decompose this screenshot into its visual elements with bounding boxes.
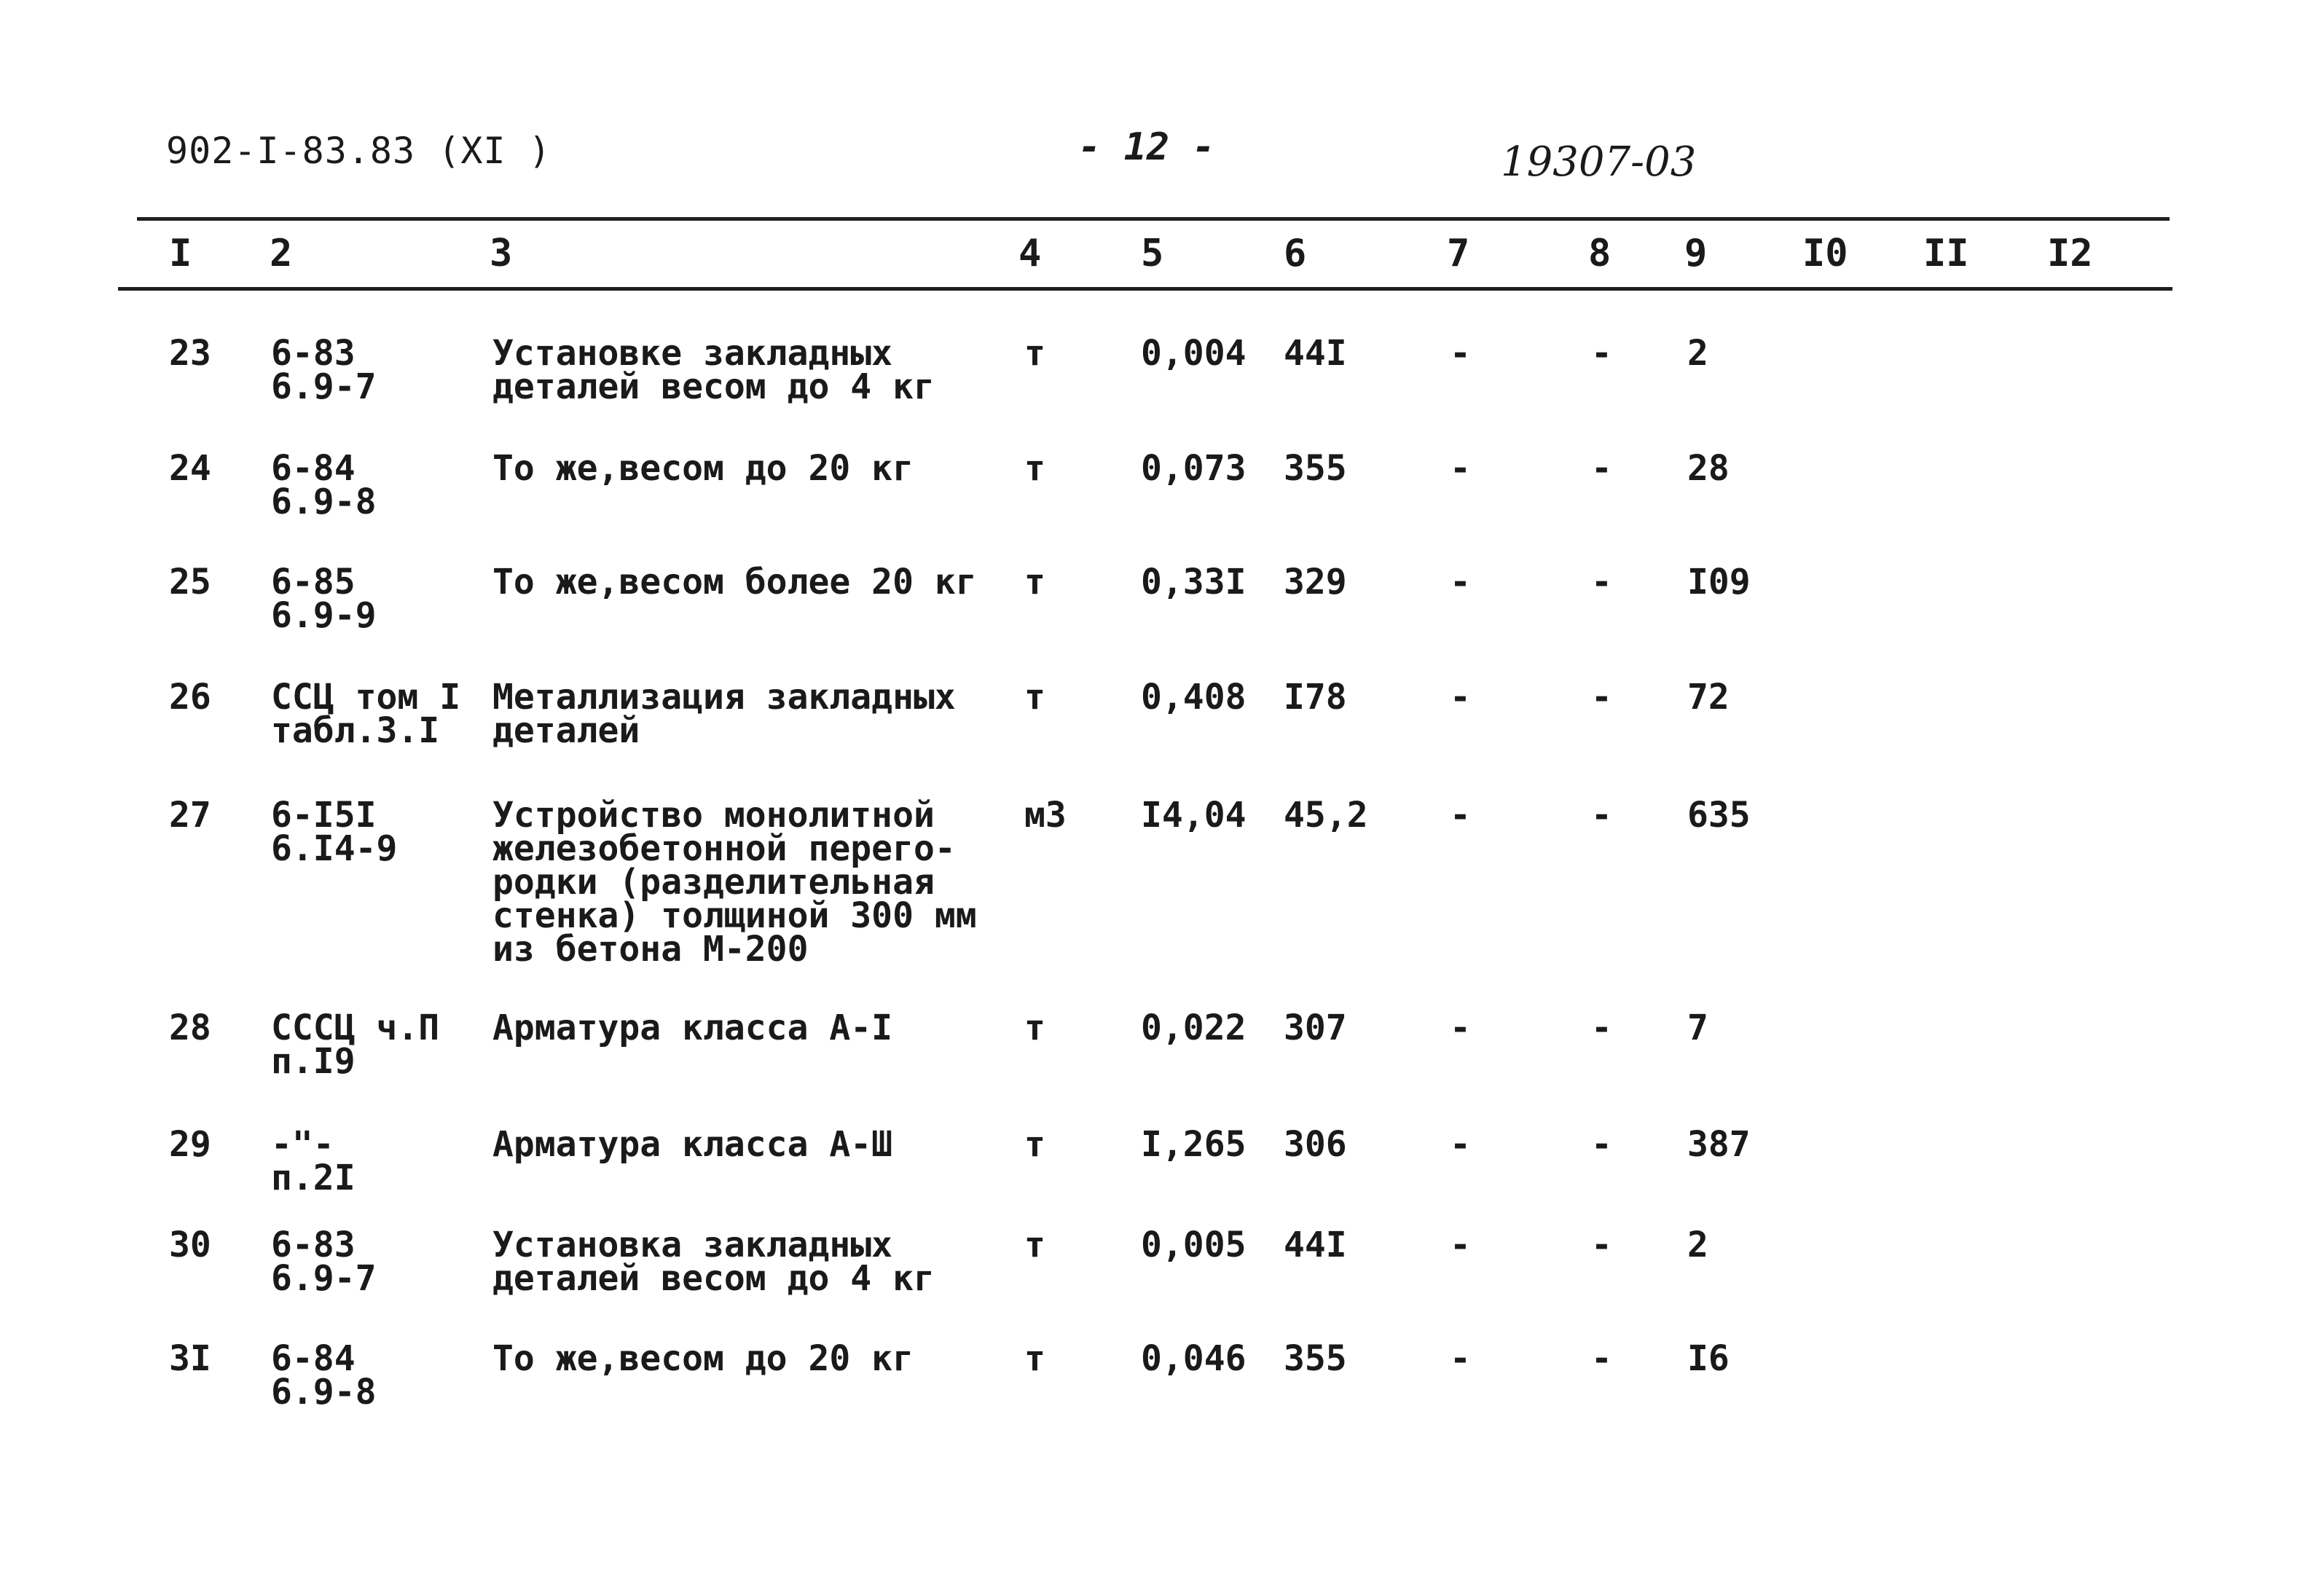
norm-reference-line: -"- — [271, 1124, 334, 1165]
column-8-value: - — [1591, 795, 1612, 836]
work-description-line: из бетона М-200 — [492, 929, 809, 970]
unit-price: 45,2 — [1284, 795, 1368, 836]
column-header-9: 9 — [1684, 232, 1708, 275]
norm-reference — [271, 677, 461, 751]
work-description — [492, 1124, 893, 1165]
norm-reference — [271, 562, 377, 636]
norm-reference — [271, 1225, 377, 1299]
row-number: 28 — [169, 1007, 211, 1048]
quantity: 0,022 — [1141, 1007, 1247, 1048]
norm-reference-line: 6.9-8 — [271, 1372, 377, 1413]
norm-reference-line: табл.3.I — [271, 710, 440, 751]
column-8-value: - — [1591, 562, 1612, 602]
unit-of-measure: т — [1024, 333, 1045, 374]
norm-reference — [271, 795, 398, 869]
norm-reference-line: ССЦ том I — [271, 677, 461, 718]
work-description-line: То же,весом более 20 кг — [492, 562, 977, 602]
work-description — [492, 448, 914, 489]
table-header-rule — [118, 287, 2172, 291]
table-top-rule — [137, 217, 2170, 221]
column-7-value: - — [1450, 333, 1471, 374]
column-header-4: 4 — [1018, 232, 1042, 275]
column-header-5: 5 — [1141, 232, 1164, 275]
work-description — [492, 795, 977, 970]
column-header-1: I — [169, 232, 192, 275]
unit-price: 355 — [1284, 448, 1347, 489]
row-number: 26 — [169, 677, 211, 718]
unit-of-measure: т — [1024, 1225, 1045, 1265]
document-code: 902-I-83.83 (XI ) — [166, 130, 551, 172]
work-description-line: Металлизация закладных — [492, 677, 956, 718]
work-description-line: Арматура класса А-I — [492, 1007, 893, 1048]
work-description — [492, 1338, 914, 1379]
work-description — [492, 677, 956, 751]
column-7-value: - — [1450, 1007, 1471, 1048]
column-header-6: 6 — [1284, 232, 1307, 275]
work-description-line: родки (разделительная — [492, 862, 935, 903]
total-cost: 635 — [1687, 795, 1751, 836]
column-8-value: - — [1591, 1007, 1612, 1048]
work-description — [492, 333, 935, 407]
quantity: 0,408 — [1141, 677, 1247, 718]
unit-of-measure: м3 — [1024, 795, 1067, 836]
quantity: I4,04 — [1141, 795, 1247, 836]
quantity: 0,046 — [1141, 1338, 1247, 1379]
column-7-value: - — [1450, 1124, 1471, 1165]
unit-of-measure: т — [1024, 677, 1045, 718]
work-description-line: Арматура класса А-Ш — [492, 1124, 893, 1165]
work-description — [492, 1225, 935, 1299]
work-description — [492, 562, 977, 602]
column-8-value: - — [1591, 448, 1612, 489]
norm-reference-line: 6-84 — [271, 1338, 356, 1379]
norm-reference — [271, 1124, 356, 1198]
quantity: I,265 — [1141, 1124, 1247, 1165]
quantity: 0,33I — [1141, 562, 1247, 602]
norm-reference — [271, 1338, 377, 1413]
total-cost: 72 — [1687, 677, 1730, 718]
unit-of-measure: т — [1024, 1338, 1045, 1379]
column-header-12: I2 — [2047, 232, 2093, 275]
column-7-value: - — [1450, 562, 1471, 602]
column-header-2: 2 — [270, 232, 293, 275]
column-7-value: - — [1450, 1338, 1471, 1379]
total-cost: I6 — [1687, 1338, 1730, 1379]
unit-price: 44I — [1284, 333, 1347, 374]
column-7-value: - — [1450, 677, 1471, 718]
quantity: 0,073 — [1141, 448, 1247, 489]
column-header-8: 8 — [1588, 232, 1612, 275]
work-description-line: То же,весом до 20 кг — [492, 1338, 914, 1379]
norm-reference-line: 6.9-9 — [271, 595, 377, 636]
row-number: 29 — [169, 1124, 211, 1165]
column-8-value: - — [1591, 677, 1612, 718]
work-description-line: деталей весом до 4 кг — [492, 366, 935, 407]
total-cost: 28 — [1687, 448, 1730, 489]
unit-price: 306 — [1284, 1124, 1347, 1165]
column-header-11: II — [1923, 232, 1969, 275]
unit-of-measure: т — [1024, 448, 1045, 489]
row-number: 23 — [169, 333, 211, 374]
unit-price: 329 — [1284, 562, 1347, 602]
archive-number: 19307-03 — [1501, 138, 1697, 186]
unit-price: 307 — [1284, 1007, 1347, 1048]
column-8-value: - — [1591, 1225, 1612, 1265]
norm-reference — [271, 1007, 440, 1082]
norm-reference-line: 6.9-8 — [271, 482, 377, 522]
column-7-value: - — [1450, 1225, 1471, 1265]
page-number: - 12 - — [1078, 125, 1215, 169]
work-description-line: стенка) толщиной 300 мм — [492, 895, 977, 936]
row-number: 27 — [169, 795, 211, 836]
total-cost: 2 — [1687, 1225, 1708, 1265]
work-description-line: Устройство монолитной — [492, 795, 935, 836]
norm-reference-line: 6.I4-9 — [271, 828, 398, 869]
work-description-line: железобетонной перего- — [492, 828, 956, 869]
norm-reference-line: п.2I — [271, 1158, 356, 1198]
column-7-value: - — [1450, 795, 1471, 836]
norm-reference — [271, 333, 377, 407]
unit-price: I78 — [1284, 677, 1347, 718]
unit-price: 44I — [1284, 1225, 1347, 1265]
norm-reference-line: 6-I5I — [271, 795, 377, 836]
norm-reference-line: 6.9-7 — [271, 366, 377, 407]
unit-of-measure: т — [1024, 562, 1045, 602]
total-cost: 7 — [1687, 1007, 1708, 1048]
norm-reference-line: 6-83 — [271, 1225, 356, 1265]
row-number: 3I — [169, 1338, 211, 1379]
row-number: 24 — [169, 448, 211, 489]
quantity: 0,005 — [1141, 1225, 1247, 1265]
norm-reference-line: 6-84 — [271, 448, 356, 489]
column-header-10: I0 — [1802, 232, 1848, 275]
row-number: 25 — [169, 562, 211, 602]
work-description-line: Установке закладных — [492, 333, 893, 374]
unit-of-measure: т — [1024, 1124, 1045, 1165]
total-cost: 387 — [1687, 1124, 1751, 1165]
norm-reference-line: п.I9 — [271, 1041, 356, 1082]
total-cost: 2 — [1687, 333, 1708, 374]
unit-price: 355 — [1284, 1338, 1347, 1379]
norm-reference-line: 6-85 — [271, 562, 356, 602]
work-description-line: деталей — [492, 710, 640, 751]
column-header-7: 7 — [1447, 232, 1470, 275]
norm-reference-line: 6-83 — [271, 333, 356, 374]
work-description-line: Установка закладных — [492, 1225, 893, 1265]
total-cost: I09 — [1687, 562, 1751, 602]
column-8-value: - — [1591, 333, 1612, 374]
column-8-value: - — [1591, 1338, 1612, 1379]
work-description-line: деталей весом до 4 кг — [492, 1258, 935, 1299]
work-description — [492, 1007, 893, 1048]
norm-reference-line: 6.9-7 — [271, 1258, 377, 1299]
unit-of-measure: т — [1024, 1007, 1045, 1048]
row-number: 30 — [169, 1225, 211, 1265]
quantity: 0,004 — [1141, 333, 1247, 374]
norm-reference-line: СССЦ ч.П — [271, 1007, 440, 1048]
norm-reference — [271, 448, 377, 522]
column-header-3: 3 — [490, 232, 513, 275]
column-7-value: - — [1450, 448, 1471, 489]
column-8-value: - — [1591, 1124, 1612, 1165]
work-description-line: То же,весом до 20 кг — [492, 448, 914, 489]
